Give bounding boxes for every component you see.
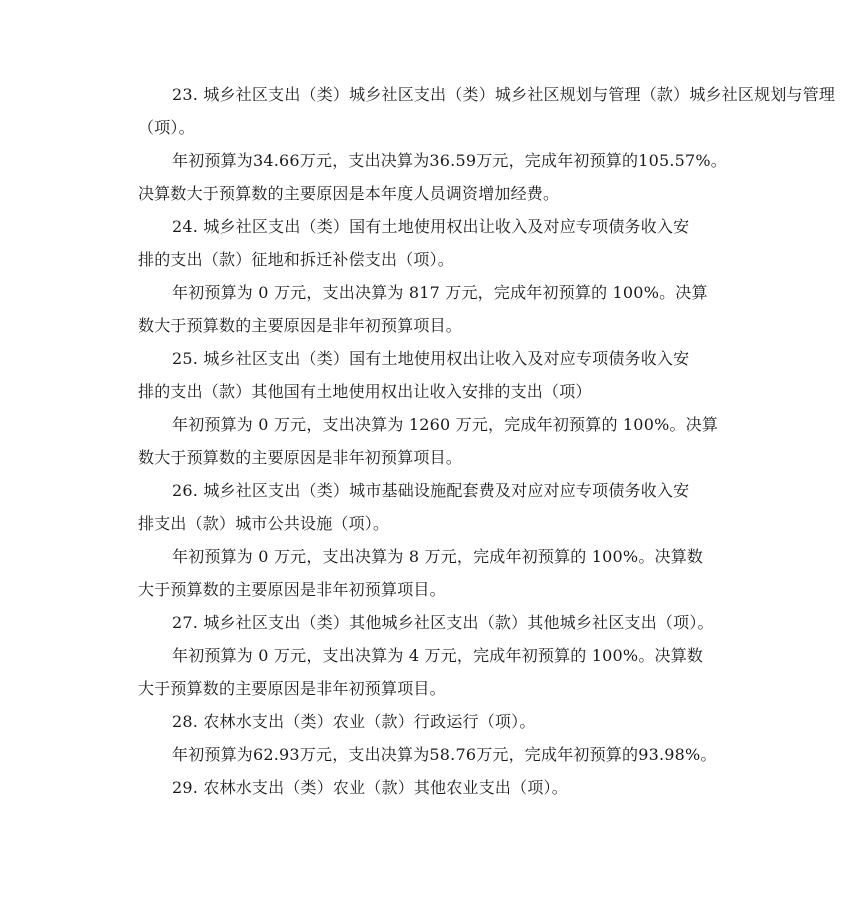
text-line: 数大于预算数的主要原因是非年初预算项目。 — [138, 448, 463, 467]
text-line: 28. 农林水支出（类）农业（款）行政运行（项）。 — [172, 712, 536, 731]
text-line: 24. 城乡社区支出（类）国有土地使用权出让收入及对应专项债务收入安 — [172, 217, 690, 236]
text-line: 大于预算数的主要原因是非年初预算项目。 — [138, 580, 446, 599]
text-line: 排的支出（款）征地和拆迁补偿支出（项）。 — [138, 250, 455, 269]
text-line: 决算数大于预算数的主要原因是本年度人员调资增加经费。 — [138, 184, 560, 203]
text-line: 25. 城乡社区支出（类）国有土地使用权出让收入及对应专项债务收入安 — [172, 349, 690, 368]
text-line: 年初预算为34.66万元，支出决算为36.59万元，完成年初预算的105.57%。 — [172, 151, 727, 170]
text-line: 年初预算为 0 万元，支出决算为 8 万元，完成年初预算的 100%。决算数 — [172, 547, 704, 566]
text-line: 27. 城乡社区支出（类）其他城乡社区支出（款）其他城乡社区支出（项）。 — [172, 613, 714, 632]
document-page — [138, 78, 836, 804]
text-line: 数大于预算数的主要原因是非年初预算项目。 — [138, 316, 463, 335]
text-line: （项）。 — [138, 118, 195, 137]
text-line: 大于预算数的主要原因是非年初预算项目。 — [138, 679, 446, 698]
text-line: 年初预算为 0 万元，支出决算为 1260 万元，完成年初预算的 100%。决算 — [172, 415, 719, 434]
text-line: 年初预算为 0 万元，支出决算为 4 万元，完成年初预算的 100%。决算数 — [172, 646, 704, 665]
text-line: 29. 农林水支出（类）农业（款）其他农业支出（项）。 — [172, 778, 568, 797]
text-line: 排的支出（款）其他国有土地使用权出让收入安排的支出（项） — [138, 382, 592, 401]
text-line: 年初预算为62.93万元，支出决算为58.76万元，完成年初预算的93.98%。 — [172, 745, 717, 764]
text-line: 排支出（款）城市公共设施（项）。 — [138, 514, 390, 533]
text-line: 26. 城乡社区支出（类）城市基础设施配套费及对应对应专项债务收入安 — [172, 481, 690, 500]
text-line: 年初预算为 0 万元，支出决算为 817 万元，完成年初预算的 100%。决算 — [172, 283, 708, 302]
text-line: 23. 城乡社区支出（类）城乡社区支出（类）城乡社区规划与管理（款）城乡社区规划与管理 — [172, 85, 836, 104]
